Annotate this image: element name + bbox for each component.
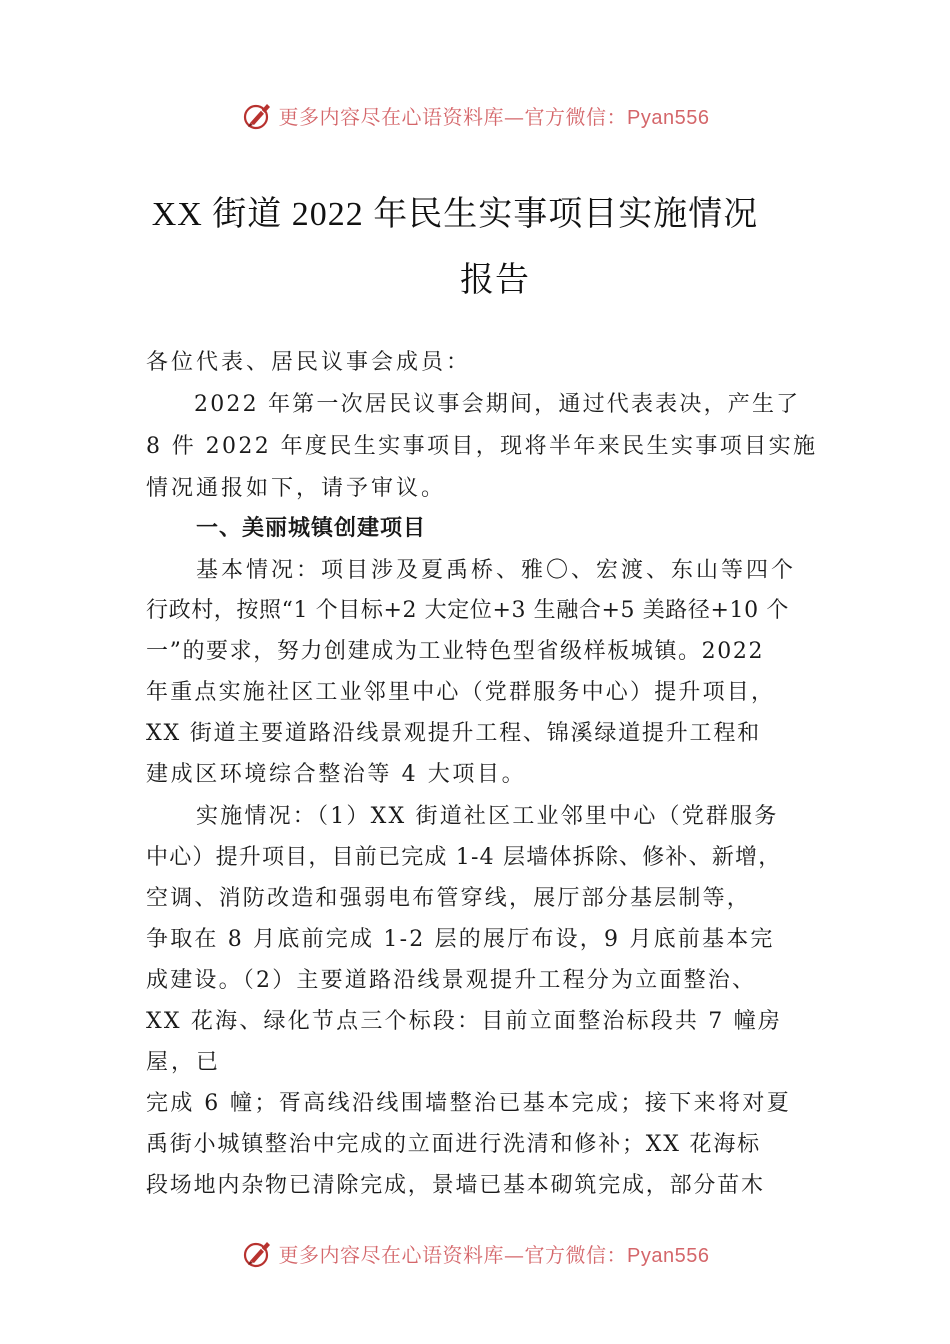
body-line: 一”的要求，努力创建成为工业特色型省级样板城镇。2022 xyxy=(146,639,765,664)
body-line: 年重点实施社区工业邻里中心（党群服务中心）提升项目， xyxy=(146,680,776,705)
body-line: 成建设。（2）主要道路沿线景观提升工程分为立面整治、 xyxy=(146,968,757,993)
body-line: 建成区环境综合整治等 4 大项目。 xyxy=(146,762,527,787)
body-line: 情况通报如下，请予审议。 xyxy=(146,476,447,501)
banner-text: 更多内容尽在心语资料库—官方微信：Pyan556 xyxy=(278,104,710,129)
body-line: 实施情况：（1）XX 街道社区工业邻里中心（党群服务 xyxy=(196,804,779,829)
body-line: 空调、消防改造和强弱电布管穿线，展厅部分基层制等， xyxy=(146,886,752,911)
banner-content xyxy=(241,98,710,132)
body-line: 基本情况：项目涉及夏禹桥、雅〇、宏渡、东山等四个 xyxy=(196,558,797,583)
body-line: 完成 6 幢；胥高线沿线围墙整治已基本完成；接下来将对夏 xyxy=(146,1091,792,1116)
banner-content xyxy=(241,1236,710,1270)
quill-pen-icon xyxy=(241,98,275,132)
document-title-line-1: XX 街道 2022 年民生实事项目实施情况 xyxy=(151,196,759,233)
body-line: 禹街小城镇整治中完成的立面进行洗清和修补；XX 花海标 xyxy=(146,1132,761,1157)
body-line: 争取在 8 月底前完成 1-2 层的展厅布设，9 月底前基本完 xyxy=(146,927,775,952)
salutation: 各位代表、居民议事会成员： xyxy=(146,350,472,375)
document-title-line-2: 报告 xyxy=(460,262,530,299)
body-line: 2022 年第一次居民议事会期间，通过代表表决，产生了 xyxy=(194,392,801,417)
body-line: 行政村，按照“1 个目标+2 大定位+3 生融合+5 美路径+10 个 xyxy=(146,598,789,623)
body-line: 中心）提升项目，目前已完成 1-4 层墙体拆除、修补、新增， xyxy=(146,845,782,870)
body-line: XX 街道主要道路沿线景观提升工程、锦溪绿道提升工程和 xyxy=(146,721,761,746)
body-line: 8 件 2022 年度民生实事项目，现将半年来民生实事项目实施 xyxy=(146,434,818,459)
body-line: 段场地内杂物已清除完成，景墙已基本砌筑完成，部分苗木 xyxy=(146,1173,765,1198)
section-heading: 一、美丽城镇创建项目 xyxy=(196,516,427,541)
body-line: 屋，已 xyxy=(146,1050,222,1075)
wechat-id: Pyan556 xyxy=(627,1244,710,1267)
header-banner xyxy=(0,95,950,135)
body-line: XX 花海、绿化节点三个标段：目前立面整治标段共 7 幢房 xyxy=(146,1009,783,1034)
wechat-id: Pyan556 xyxy=(627,106,710,129)
quill-pen-icon xyxy=(241,1236,275,1270)
footer-banner xyxy=(0,1233,950,1273)
banner-text: 更多内容尽在心语资料库—官方微信：Pyan556 xyxy=(278,1242,710,1267)
